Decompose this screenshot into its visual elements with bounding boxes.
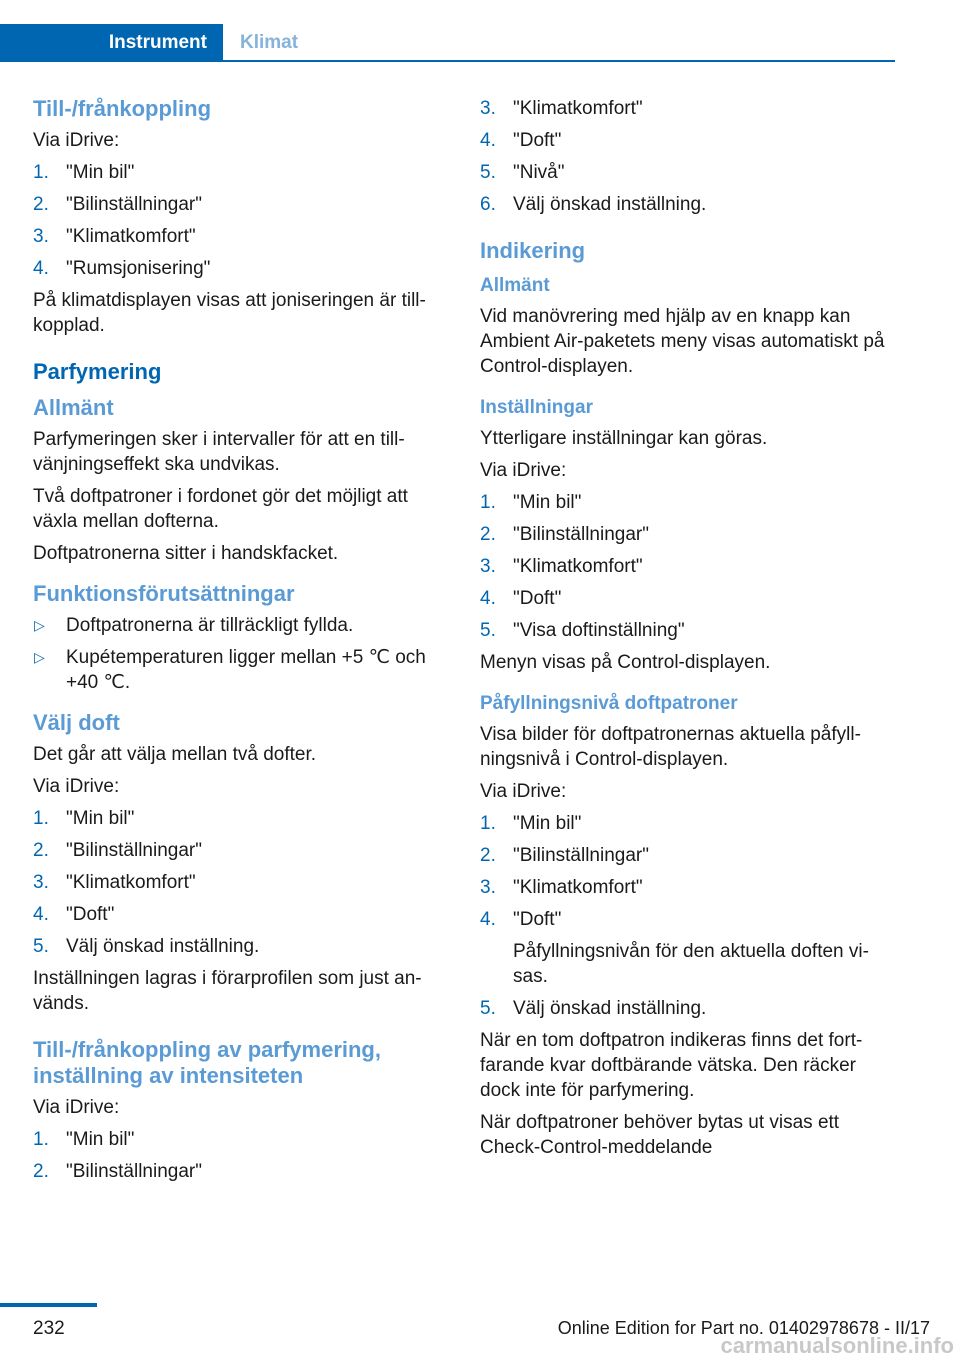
- list-item: 6. Välj önskad inställning.: [480, 194, 707, 215]
- page-number: 232: [33, 1318, 65, 1339]
- heading-installningar: Inställningar: [480, 397, 593, 418]
- list-item: 2. "Bilinställningar": [480, 845, 649, 866]
- heading-allmant: Allmänt: [33, 395, 114, 420]
- list-item: 3. "Klimatkomfort": [480, 877, 643, 898]
- list-item: 4. "Doft": [33, 904, 115, 925]
- list-item: 5. Välj önskad inställning.: [33, 936, 260, 957]
- list-item: 2. "Bilinställningar": [33, 840, 202, 861]
- steps-list-3-cont: [480, 96, 890, 217]
- list-item: 3. "Klimatkomfort": [33, 226, 196, 247]
- chapter-tabbar: [0, 24, 895, 62]
- list-item: 4. "Doft": [480, 588, 562, 609]
- steps-list-5: [480, 811, 890, 1021]
- list-item: 5. "Visa doftinställning": [480, 620, 685, 641]
- list-item: 1. "Min bil": [480, 813, 582, 834]
- heading-valj-doft: Välj doft: [33, 710, 120, 735]
- paragraph-byte: När doftpatroner behöver bytas ut visas ett Check-Control-meddelande: [480, 1112, 840, 1158]
- left-column: [33, 96, 448, 1191]
- paragraph-indikering: Vid manövrering med hjälp av en knapp kan Ambient Air-paketets meny visas automatiskt på Control-displayen.: [480, 306, 885, 377]
- paragraph-parf-2: Två doftpatroner i fordonet gör det möjligt att växla mellan dofterna.: [33, 486, 408, 532]
- list-item-note: Påfyllningsnivån för den aktuella doften vi-sas.: [513, 941, 869, 987]
- right-column: [480, 96, 890, 1167]
- steps-list-4: [480, 490, 890, 643]
- edition-info: Online Edition for Part no. 01402978678 - II/17: [557, 1318, 930, 1338]
- steps-list-1: [33, 160, 448, 281]
- list-item: ▷ Doftpatronerna är tillräckligt fyllda.: [34, 615, 354, 636]
- heading-indikering: Indikering: [480, 238, 586, 263]
- via-idrive: Via iDrive:: [33, 1097, 120, 1118]
- list-item: 1. "Min bil": [480, 492, 582, 513]
- list-item: 2. "Bilinställningar": [480, 524, 649, 545]
- list-item: 3. "Klimatkomfort": [33, 872, 196, 893]
- list-item: 3. "Klimatkomfort": [480, 98, 643, 119]
- triangle-right-icon: ▷: [34, 617, 45, 633]
- steps-list-3: [33, 1127, 448, 1184]
- heading-intensitet: Till-/frånkoppling av parfymering, inställning av intensiteten: [33, 1037, 381, 1088]
- list-item: 3. "Klimatkomfort": [480, 556, 643, 577]
- list-item: 4. "Rumsjonisering": [33, 258, 211, 279]
- paragraph-lagras: Inställningen lagras i förarprofilen som just an-vänds.: [33, 968, 422, 1014]
- list-item: 5. "Nivå": [480, 162, 565, 183]
- watermark: carmanualsonline.info: [720, 1333, 954, 1358]
- heading-funktion: Funktionsförutsättningar: [33, 581, 295, 606]
- via-idrive: Via iDrive:: [33, 130, 120, 151]
- list-item: 1. "Min bil": [33, 808, 135, 829]
- heading-pafyllningsniva: Påfyllningsnivå doftpatroner: [480, 693, 738, 714]
- bullet-list: [33, 613, 448, 695]
- heading-parfymering: Parfymering: [33, 359, 162, 384]
- list-item: 2. "Bilinställningar": [33, 194, 202, 215]
- list-item: 4. "Doft": [480, 130, 562, 151]
- tab-instrument[interactable]: Instrument: [0, 24, 223, 62]
- list-item: 5. Välj önskad inställning.: [480, 998, 707, 1019]
- paragraph-installningar: Ytterligare inställningar kan göras.: [480, 428, 768, 449]
- list-item: 1. "Min bil": [33, 162, 135, 183]
- paragraph-pafyll: Visa bilder för doftpatronernas aktuella påfyll-ningsnivå i Control-displayen.: [480, 724, 861, 770]
- paragraph-tom: När en tom doftpatron indikeras finns det fort-farande kvar doftbärande vätska. Den räcker dock inte för parfymering.: [480, 1030, 863, 1101]
- tabbar-underline: [0, 60, 895, 62]
- triangle-right-icon: ▷: [34, 649, 45, 665]
- paragraph-valj: Det går att välja mellan två dofter.: [33, 744, 317, 765]
- footer-accent-bar: [0, 1303, 97, 1307]
- via-idrive: Via iDrive:: [480, 460, 567, 481]
- list-item: 4. "Doft" Påfyllningsnivån för den aktuella doften vi-sas.: [480, 907, 890, 989]
- list-item: 2. "Bilinställningar": [33, 1161, 202, 1182]
- heading-onoff: Till-/frånkoppling: [33, 96, 212, 121]
- via-idrive: Via iDrive:: [33, 776, 120, 797]
- paragraph-ion: På klimatdisplayen visas att joniseringen är till-kopplad.: [33, 290, 426, 336]
- paragraph-meny: Menyn visas på Control-displayen.: [480, 652, 771, 673]
- steps-list-2: [33, 806, 448, 959]
- paragraph-parf-1: Parfymeringen sker i intervaller för att en till-vänjningseffekt ska undvikas.: [33, 429, 405, 475]
- heading-allmant: Allmänt: [480, 275, 550, 296]
- via-idrive: Via iDrive:: [480, 781, 567, 802]
- list-item: ▷ Kupétemperaturen ligger mellan +5 ℃ och +40 ℃.: [34, 647, 426, 693]
- paragraph-parf-3: Doftpatronerna sitter i handskfacket.: [33, 543, 339, 564]
- tab-klimat[interactable]: Klimat: [240, 32, 299, 53]
- list-item: 1. "Min bil": [33, 1129, 135, 1150]
